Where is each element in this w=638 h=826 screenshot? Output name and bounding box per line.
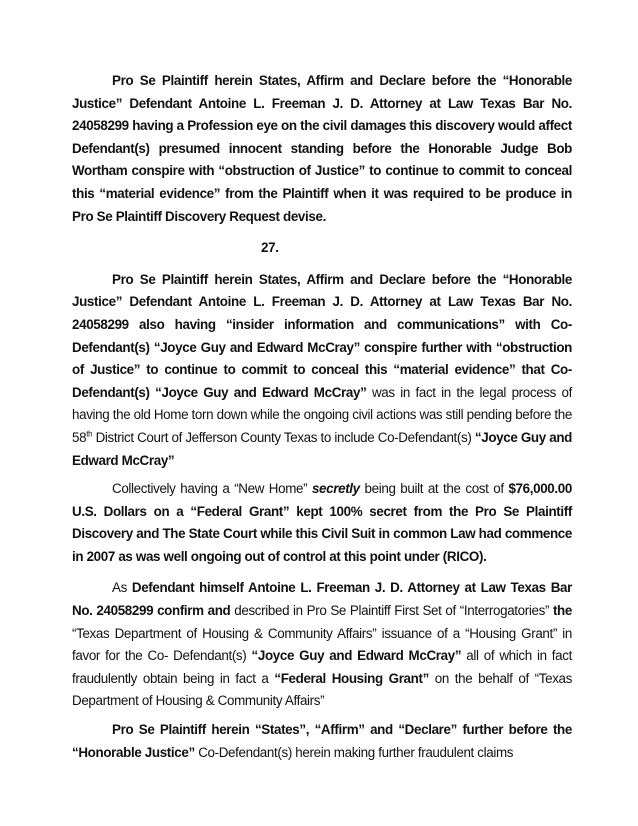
text-run: the <box>552 603 572 619</box>
text-run: Pro Se Plaintiff herein States, Affirm and Declare before the “Honorable Justice” Defendant Antoine L. Freeman J. D. Attorney at Law Texas Bar No. 24058299 having a Profession eye on the civil damages this discovery would affect Defendant(s) presumed innocent standing before the Honorable Judge Bob Wortham conspire with “obstruction of Justice” to continue to commit to conceal this “material evidence” from the Plaintiff when it was required to be produce in Pro Se Plaintiff Discovery Request devise. <box>72 73 572 224</box>
text-run: “Joyce Guy and Edward McCray” <box>251 648 462 664</box>
text-run: District Court of Jefferson County Texas to include Co-Defendant(s) <box>92 429 475 445</box>
paragraph-affirmation-3 <box>72 719 572 764</box>
text-run: “Federal Housing Grant” <box>274 670 429 686</box>
paragraph-number <box>72 237 572 260</box>
text-run: 27. <box>261 240 279 256</box>
text-run: all of which in fact fraudulently obtain being in fact a <box>72 648 572 686</box>
text-run: was in fact in the legal process of having the old Home torn down while the ongoing civil actions was still pending before the 58 <box>72 384 572 445</box>
text-run: As <box>112 580 132 596</box>
text-run: described in Pro Se Plaintiff First Set of “Interrogatories” <box>230 603 553 619</box>
text-run: on the behalf of “Texas Department of Housing & Community Affairs” <box>72 670 573 709</box>
text-run: Defendant himself Antoine L. Freeman J. D. Attorney at Law Texas Bar No. 24058299 confirm and <box>72 580 572 619</box>
text-run: being built at the cost of <box>359 481 509 497</box>
text-run: Pro Se Plaintiff herein “States”, “Affirm” and “Declare” further before the “Honorable Justice” <box>72 722 572 760</box>
text-run: “Texas Department of Housing & Community Affairs” issuance of a “Housing Grant” in favor for the Co- Defendant(s) <box>72 625 572 664</box>
paragraph-housing-grant <box>72 577 572 713</box>
text-run: $76,000.00 U.S. Dollars on a “Federal Grant” kept 100% secret from the Pro Se Plaintiff Discovery and The State Court while this Civil Suit in common Law had commence in 2007 as was well ongoing out of control at this point under (RICO). <box>72 481 572 564</box>
paragraph-affirmation-1 <box>72 70 572 228</box>
text-run: “Joyce Guy and Edward McCray” <box>72 429 572 468</box>
text-run: Pro Se Plaintiff herein States, Affirm and Declare before the “Honorable Justice” Defendant Antoine L. Freeman J. D. Attorney at Law Texas Bar No. 24058299 also having “insider information and communications” with Co-Defendant(s) “Joyce Guy and Edward McCray” conspire further with “obstruction of Justice” to continue to commit to conceal this “material evidence” that Co-Defendant(s) “Joyce Guy and Edward McCray” <box>72 271 572 400</box>
paragraph-new-home <box>72 478 572 568</box>
document-body <box>72 70 572 773</box>
text-run: Co-Defendant(s) herein making further fraudulent claims <box>194 744 514 760</box>
text-run: secretly <box>311 481 360 497</box>
text-run: th <box>86 429 93 439</box>
paragraph-affirmation-2 <box>72 269 572 472</box>
text-run: Collectively having a “New Home” <box>112 481 312 497</box>
